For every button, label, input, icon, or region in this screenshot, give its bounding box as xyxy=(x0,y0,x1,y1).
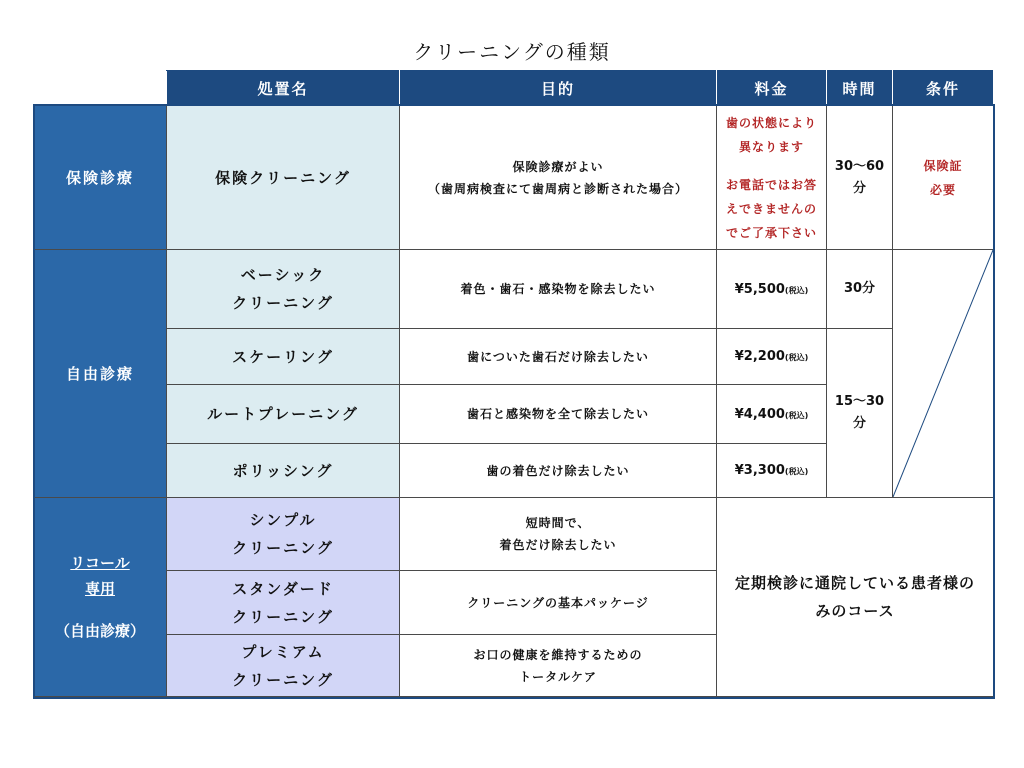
tax-note: (税込) xyxy=(784,467,809,476)
diagonal-slash-icon xyxy=(893,250,993,497)
treatment-name-polishing: ポリッシング xyxy=(167,444,400,498)
price-note-line: 異なります xyxy=(738,139,804,154)
purpose-premium xyxy=(400,635,717,697)
treatment-name-premium xyxy=(167,635,400,697)
condition-line: 必要 xyxy=(929,182,956,197)
tax-note: (税込) xyxy=(784,353,809,362)
purpose-simple xyxy=(400,498,717,571)
treatment-name-insurance: 保険クリーニング xyxy=(167,106,400,250)
price-value: ¥5,500 xyxy=(734,281,785,297)
condition-not-applicable xyxy=(893,250,994,498)
tax-note: (税込) xyxy=(784,410,809,420)
purpose-line: 着色だけ除去したい xyxy=(499,538,617,552)
purpose-line: トータルケア xyxy=(519,669,597,684)
price-note-line: えできませんの xyxy=(725,201,817,216)
price-value: ¥4,400 xyxy=(734,406,785,422)
time-insurance xyxy=(827,106,893,250)
header-name: 処置名 xyxy=(167,71,400,106)
treatment-name-standard xyxy=(167,571,400,635)
treatment-name-line: クリーニング xyxy=(232,539,334,557)
category-insurance: 保険診療 xyxy=(34,106,167,250)
price-scaling xyxy=(717,329,827,385)
purpose-scaling: 歯についた歯石だけ除去したい xyxy=(400,329,717,385)
category-recall xyxy=(34,498,167,697)
price-value: ¥2,200 xyxy=(734,349,785,364)
category-recall-line: （自由診療） xyxy=(54,622,145,640)
treatment-name-line: ベーシック xyxy=(240,266,326,284)
cleaning-types-table xyxy=(33,70,994,697)
time-line: 分 xyxy=(852,416,866,431)
category-recall-line: 専用 xyxy=(84,580,115,598)
treatment-name-root-planing: ルートプレーニング xyxy=(167,385,400,444)
page-title: クリーニングの種類 xyxy=(413,40,611,64)
purpose-line: お口の健康を維持するための xyxy=(473,647,643,662)
treatment-name-line: クリーニング xyxy=(232,670,334,689)
treatment-name-basic xyxy=(167,250,400,329)
category-recall-line: リコール xyxy=(70,554,130,572)
tax-note: (税込) xyxy=(784,285,809,295)
purpose-insurance xyxy=(400,106,717,250)
treatment-name-simple xyxy=(167,498,400,571)
purpose-basic: 着色・歯石・感染物を除去したい xyxy=(400,250,717,329)
course-line: みのコース xyxy=(815,602,895,620)
treatment-name-line: クリーニング xyxy=(232,294,334,312)
course-line: 定期検診に通院している患者様の xyxy=(734,574,975,592)
price-note-line: でご了承下さい xyxy=(725,225,817,240)
price-note-line: お電話ではお答 xyxy=(725,177,817,192)
condition-insurance xyxy=(893,106,994,250)
time-rest xyxy=(827,329,893,498)
purpose-line: 保険診療がよい xyxy=(512,159,604,174)
treatment-name-line: シンプル xyxy=(249,511,317,529)
time-basic: 30分 xyxy=(827,250,893,329)
purpose-line: 短時間で、 xyxy=(525,516,591,530)
header-condition: 条件 xyxy=(893,71,994,106)
purpose-polishing: 歯の着色だけ除去したい xyxy=(400,444,717,498)
header-purpose: 目的 xyxy=(400,71,717,106)
condition-line: 保険証 xyxy=(923,158,963,173)
price-root-planing xyxy=(717,385,827,444)
price-value: ¥3,300 xyxy=(734,463,785,478)
treatment-name-scaling: スケーリング xyxy=(167,329,400,385)
price-note-line: 歯の状態により xyxy=(725,115,817,130)
treatment-name-line: スタンダード xyxy=(232,579,334,598)
treatment-name-line: クリーニング xyxy=(232,607,334,626)
purpose-line: （歯周病検査にて歯周病と診断された場合） xyxy=(427,181,688,196)
price-insurance-note xyxy=(717,106,827,250)
time-line: 分 xyxy=(852,180,866,196)
header-time: 時間 xyxy=(827,71,893,106)
price-basic xyxy=(717,250,827,329)
recall-course-note xyxy=(717,498,994,697)
time-line: 30〜60 xyxy=(834,158,885,174)
time-line: 15〜30 xyxy=(834,394,885,409)
price-polishing xyxy=(717,444,827,498)
purpose-standard: クリーニングの基本パッケージ xyxy=(400,571,717,635)
category-free: 自由診療 xyxy=(34,250,167,498)
treatment-name-line: プレミアム xyxy=(241,642,325,661)
header-blank-cell xyxy=(34,71,167,106)
header-price: 料金 xyxy=(717,71,827,106)
purpose-root-planing: 歯石と感染物を全て除去したい xyxy=(400,385,717,444)
